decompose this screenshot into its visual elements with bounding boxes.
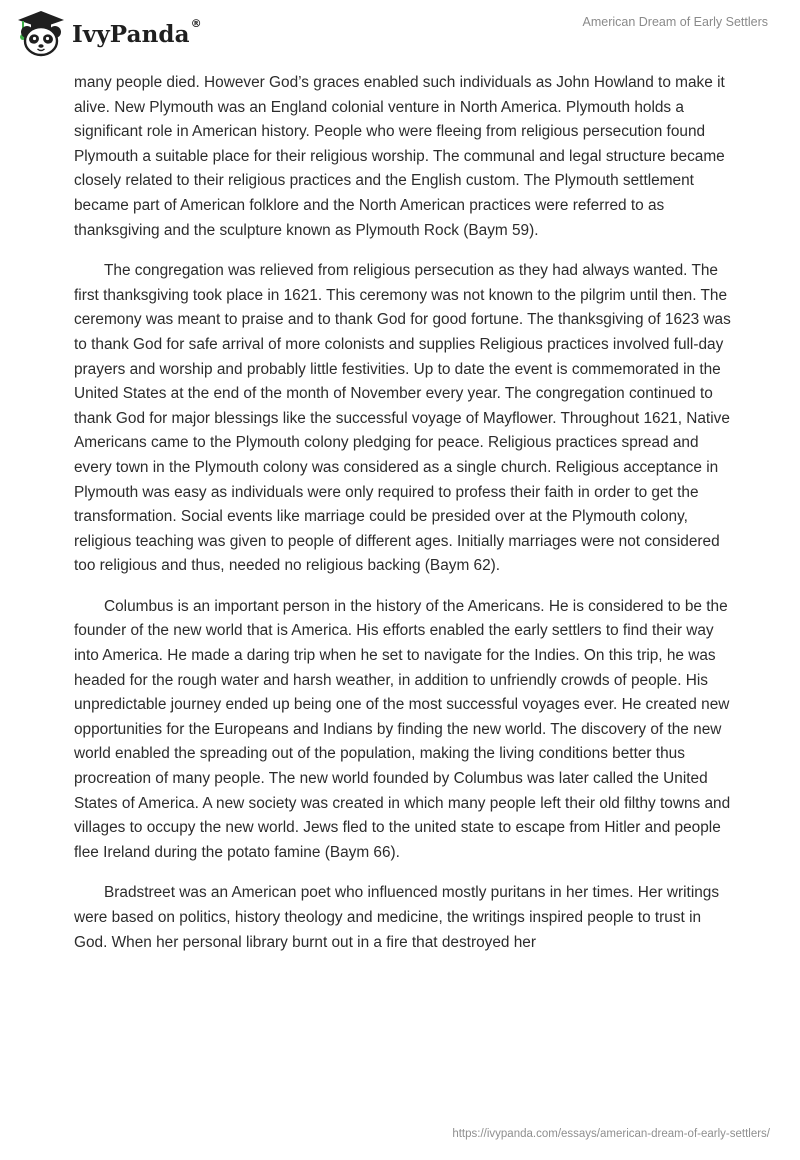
source-url[interactable]: https://ivypanda.com/essays/american-dream-of-early-settlers/	[452, 1128, 770, 1140]
panda-graduate-icon	[14, 8, 68, 58]
registered-mark: ®	[190, 16, 202, 30]
essay-body	[74, 71, 734, 971]
ivypanda-logo[interactable]	[14, 8, 202, 58]
page-header	[0, 0, 800, 64]
paragraph-2: The congregation was relieved from religious persecution as they had always wanted. The first thanksgiving took place in 1621. This ceremony was not known to the pilgrim until then. The ceremony was meant to praise and to thank God for good fortune. The thanksgiving of 1623 was to thank God for safe arrival of more colonists and supplies Religious practices involved full-day prayers and worship and probably little festivities. Up to date the event is commemorated in the United States at the end of the month of November every year. The congregation continued to thank God for major blessings like the successful voyage of Mayflower. Throughout 1621, Native Americans came to the Plymouth colony pledging for peace. Religious practices spread and every town in the Plymouth colony was considered as a single church. Religious acceptance in Plymouth was easy as individuals were only required to profess their faith in order to get the transformation. Social events like marriage could be presided over at the Plymouth colony, religious teaching was given to people of different ages. Initially marriages were not considered too religious and thus, needed no religious backing (Baym 62).	[74, 262, 731, 575]
paragraph-4: Bradstreet was an American poet who influenced mostly puritans in her times. Her writings were based on politics, history theology and medicine, the writings inspired people to trust in God. When her personal library burnt out in a fire that destroyed her	[74, 884, 720, 951]
brand-name: IvyPanda	[72, 20, 190, 48]
paragraph-1: many people died. However God’s graces enabled such individuals as John Howland to make it alive. New Plymouth was an England colonial venture in North America. Plymouth holds a significant role in American history. People who were fleeing from religious persecution found Plymouth a suitable place for their religious worship. The communal and legal structure became closely related to their religious practices and the English custom. The Plymouth settlement became part of American folklore and the North American practices were referred to as thanksgiving and the sculpture known as Plymouth Rock (Baym 59).	[74, 74, 725, 239]
paragraph-3: Columbus is an important person in the history of the Americans. He is considered to be the founder of the new world that is America. His efforts enabled the early settlers to find their way into America. He made a daring trip when he set to navigate for the Indies. On this trip, he was headed for the rough water and harsh weather, in addition to unfriendly crowds of people. His unpredictable journey ended up being one of the most successful voyages ever. He created new opportunities for the Europeans and Indians by finding the new world. The discovery of the new world enabled the spreading out of the population, making the living conditions better thus procreation of many people. The new world founded by Columbus was later called the United States of America. A new society was created in which many people left their old filthy towns and villages to occupy the new world. Jews fled to the united state to escape from Hitler and people flee Ireland during the potato famine (Baym 66).	[74, 597, 731, 861]
document-title: American Dream of Early Settlers	[582, 15, 768, 29]
